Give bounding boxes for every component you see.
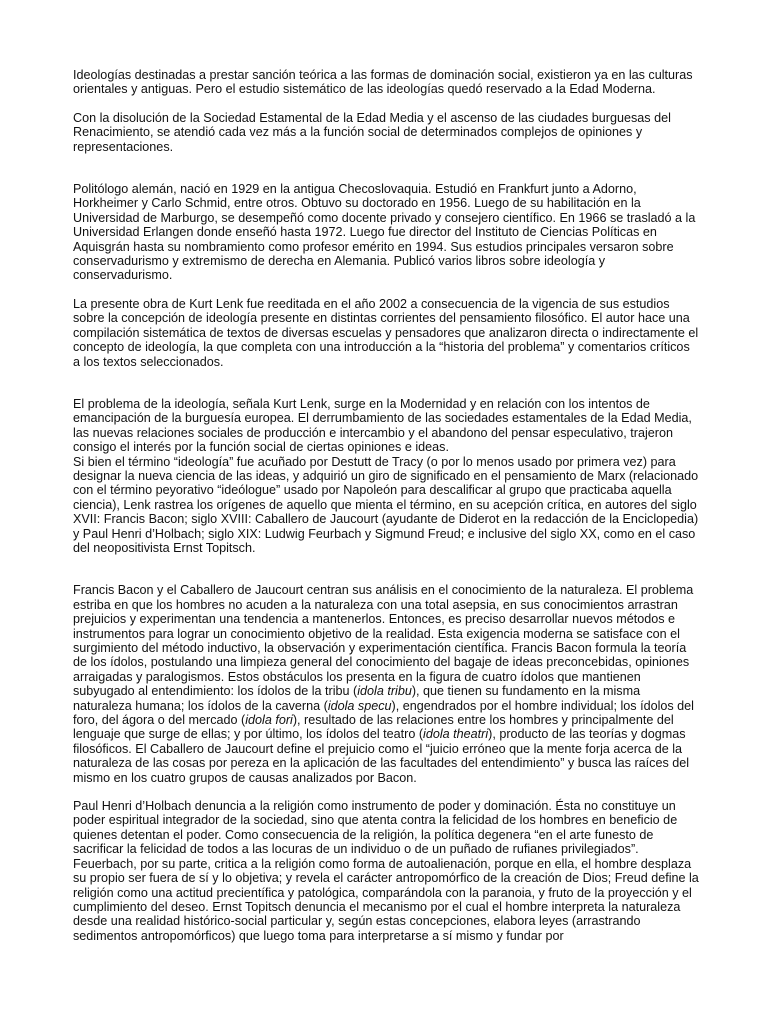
body-paragraph <box>73 397 700 455</box>
body-paragraph <box>73 68 700 97</box>
body-paragraph <box>73 297 700 369</box>
paragraph-spacer <box>73 154 700 182</box>
paragraph-spacer <box>73 97 700 111</box>
paragraph-text: ), producto de las teorías y dogmas filosóficos. El Caballero de Jaucourt define el prejuicio como el “juicio erróneo que la mente forja acerca de la naturaleza de las cosas por pereza en la aplicación de las facultades del entendimiento” y busca las raíces del mismo en los cuatro grupos de causas analizados por Bacon. <box>73 727 690 785</box>
paragraph-spacer <box>73 369 700 397</box>
body-paragraph <box>73 182 700 283</box>
body-paragraph <box>73 799 700 943</box>
paragraph-text: Politólogo alemán, nació en 1929 en la antigua Checoslovaquia. Estudió en Frankfurt junto a Adorno, Horkheimer y Carlo Schmid, entre otros. Obtuvo su doctorado en 1956. Luego de su habilitación en la Universidad de Marburgo, se desempeñó como docente privado y consejero científico. En 1966 se trasladó a la Universidad Erlangen donde enseñó hasta 1972. Luego fue director del Instituto de Ciencias Políticas en Aquisgrán hasta su nombramiento como profesor emérito en 1994. Sus estudios principales versaron sobre conservadurismo y extremismo de derecha en Alemania. Publicó varios libros sobre ideología y conservadurismo. <box>73 182 696 283</box>
body-paragraph <box>73 583 700 785</box>
paragraph-text: La presente obra de Kurt Lenk fue reeditada en el año 2002 a consecuencia de la vigencia de sus estudios sobre la concepción de ideología presente en distintas corrientes del pensamiento filosófico. El autor hace una compilación sistemática de textos de diversas escuelas y pensadores que analizaron directa o indirectamente el concepto de ideología, la que completa con una introducción a la “historia del problema” y comentarios críticos a los textos seleccionados. <box>73 296 699 369</box>
paragraph-text: ), resultado de las relaciones entre los hombres y principalmente del lenguaje que surge de ellas; y por último, los ídolos del teatro ( <box>73 713 674 742</box>
italic-term: idola tribu <box>357 684 412 699</box>
paragraph-spacer <box>73 283 700 297</box>
paragraph-text: Si bien el término “ideología” fue acuñado por Destutt de Tracy (o por lo menos usado por primera vez) para designar la nueva ciencia de las ideas, y adquirió un giro de significado en el pensamiento de Marx (relacionado con el término peyorativo “ideólogue” usado por Napoleón para descalificar al grupo que practicaba aquella ciencia), Lenk rastrea los orígenes de aquello que mienta el término, en su acepción crítica, en autores del siglo XVII: Francis Bacon; siglo XVIII: Caballero de Jaucourt (ayudante de Diderot en la redacción de la Enciclopedia) y Paul Henri d’Holbach; siglo XIX: Ludwig Feurbach y Sigmund Freud; e inclusive del siglo XX, como en el caso del neopositivista Ernst Topitsch. <box>73 454 699 555</box>
italic-term: idola fori <box>245 713 293 728</box>
paragraph-text: Francis Bacon y el Caballero de Jaucourt centran sus análisis en el conocimiento de la naturaleza. El problema estriba en que los hombres no acuden a la naturaleza con una total asepsia, en sus conocimientos arrastran prejuicios y experimentan una tendencia a mantenerlos. Entonces, es preciso desarrollar nuevos métodos e instrumentos para lograr un conocimiento objetivo de la realidad. Esta exigencia moderna se satisface con el surgimiento del método inductivo, la observación y experimentación científica. Francis Bacon formula la teoría de los ídolos, postulando una limpieza general del conocimiento del bagaje de ideas preconcebidas, opiniones arraigadas y paralogismos. Estos obstáculos los presenta en la figura de cuatro ídolos que mantienen subyugado al entendimiento: los ídolos de la tribu ( <box>73 583 694 699</box>
paragraph-text: El problema de la ideología, señala Kurt Lenk, surge en la Modernidad y en relación con los intentos de emancipación de la burguesía europea. El derrumbamiento de las sociedades estamentales de la Edad Media, las nuevas relaciones sociales de producción e intercambio y el abandono del pensar especulativo, trajeron consigo el interés por la función social de ciertas opiniones e ideas. <box>73 396 692 455</box>
body-paragraph <box>73 111 700 154</box>
paragraph-text: ), engendrados por el hombre individual; los ídolos del foro, del ágora o del mercado ( <box>73 698 694 728</box>
body-paragraph <box>73 455 700 556</box>
italic-term: idola theatri <box>423 727 489 742</box>
paragraph-text: Con la disolución de la Sociedad Estamental de la Edad Media y el ascenso de las ciudades burguesas del Renacimiento, se atendió cada vez más a la función social de determinados complejos de opiniones y representaciones. <box>73 110 671 154</box>
paragraph-text: ), que tienen su fundamento en la misma naturaleza humana; los ídolos de la caverna ( <box>73 684 641 713</box>
paragraph-spacer <box>73 555 700 583</box>
paragraph-spacer <box>73 785 700 799</box>
paragraph-text: Paul Henri d’Holbach denuncia a la religión como instrumento de poder y dominación. Ésta no constituye un poder espiritual integrador de la sociedad, sino que atenta contra la felicidad de los hombres en beneficio de quienes detentan el poder. Como consecuencia de la religión, la política degenera “en el arte funesto de sacrificar la felicidad de todos a las locuras de un individuo o de un puñado de rufianes privilegiados”. Feuerbach, por su parte, critica a la religión como forma de autoalienación, porque en ella, el hombre desplaza su propio ser fuera de sí y lo objetiva; y revela el carácter antropomórfico de la creación de Dios; Freud define la religión como una actitud precientífica y patológica, comparándola con la paranoia, y fruto de la proyección y el cumplimiento del deseo. Ernst Topitsch denuncia el mecanismo por el cual el hombre interpreta la naturaleza desde una realidad histórico-social particular y, según estas concepciones, elabora leyes (arrastrando sedimentos antropomórficos) que luego toma para interpretarse a sí mismo y fundar por <box>73 799 699 943</box>
italic-term: idola specu <box>327 698 392 713</box>
paragraph-text: Ideologías destinadas a prestar sanción teórica a las formas de dominación social, existieron ya en las culturas orientales y antiguas. Pero el estudio sistemático de las ideologías quedó reservado a la Edad Moderna. <box>73 68 693 97</box>
